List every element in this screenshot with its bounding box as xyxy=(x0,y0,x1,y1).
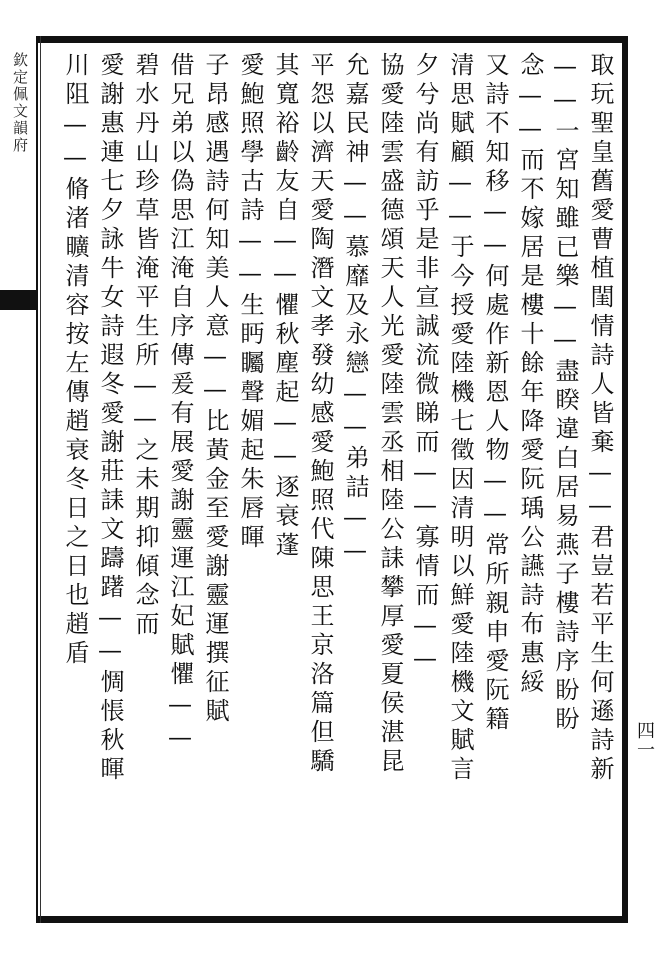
text-column-1: 取玩聖皇舊愛曹植閨情詩人皆棄——君豈若平生何遜詩新 xyxy=(586,52,614,785)
text-column-14: 碧水丹山珍草皆淹平生所——之未期抑傾念而 xyxy=(131,52,159,640)
text-column-11: 愛鮑照學古詩——生眄矚聲媚起朱唇暉 xyxy=(236,52,264,553)
right-border-rule xyxy=(622,36,628,923)
text-column-2: ——一宮知雖已樂——盡睽違白居易燕子樓詩序盼盼 xyxy=(551,52,579,735)
text-column-15: 愛謝惠連七夕詠牛女詩遐冬愛謝莊誄文躊躇——惆悵秋暉 xyxy=(96,52,124,785)
text-column-5: 清思賦顧——于今授愛陸機七徵因清明以鮮愛陸機文賦言 xyxy=(446,52,474,785)
top-border-rule xyxy=(36,36,628,43)
text-column-7: 協愛陸雲盛德頌天人光愛陸雲丞相陸公誄攀厚愛夏侯湛昆 xyxy=(376,52,404,777)
text-column-3: 念——而不嫁居是樓十餘年降愛阮瑀公讌詩布惠綏 xyxy=(516,52,544,698)
bottom-border-rule xyxy=(36,916,628,923)
text-column-4: 又詩不知移——何處作新恩人物——常所親申愛阮籍 xyxy=(481,52,509,735)
text-column-6: 夕兮尚有訪乎是非宣誠流微睇而——寡情而—— xyxy=(411,52,439,677)
left-border-rule xyxy=(36,36,38,923)
gutter-line xyxy=(40,36,41,923)
margin-title: 欽定佩文韻府 xyxy=(11,52,29,154)
text-column-16: 川阻——脩渚曠清容按左傳趙衰冬日之日也趙盾 xyxy=(61,52,89,669)
text-column-10: 其寬裕齡友自——懼秋塵起——逐衰蓬 xyxy=(271,52,299,561)
page-number: 四一 xyxy=(634,721,655,759)
text-column-12: 子昂感遇詩何知美人意——比黃金至愛謝靈運撰征賦 xyxy=(201,52,229,727)
text-column-13: 借兄弟以偽思江淹自序傳爰有展愛謝靈運江妃賦懼—— xyxy=(166,52,194,756)
text-column-9: 平怨以濟天愛陶潛文孝發幼感愛鮑照代陳思王京洛篇但驕 xyxy=(306,52,334,777)
text-column-8: 允嘉民神——慕靡及永戀——弟詰—— xyxy=(341,52,369,569)
